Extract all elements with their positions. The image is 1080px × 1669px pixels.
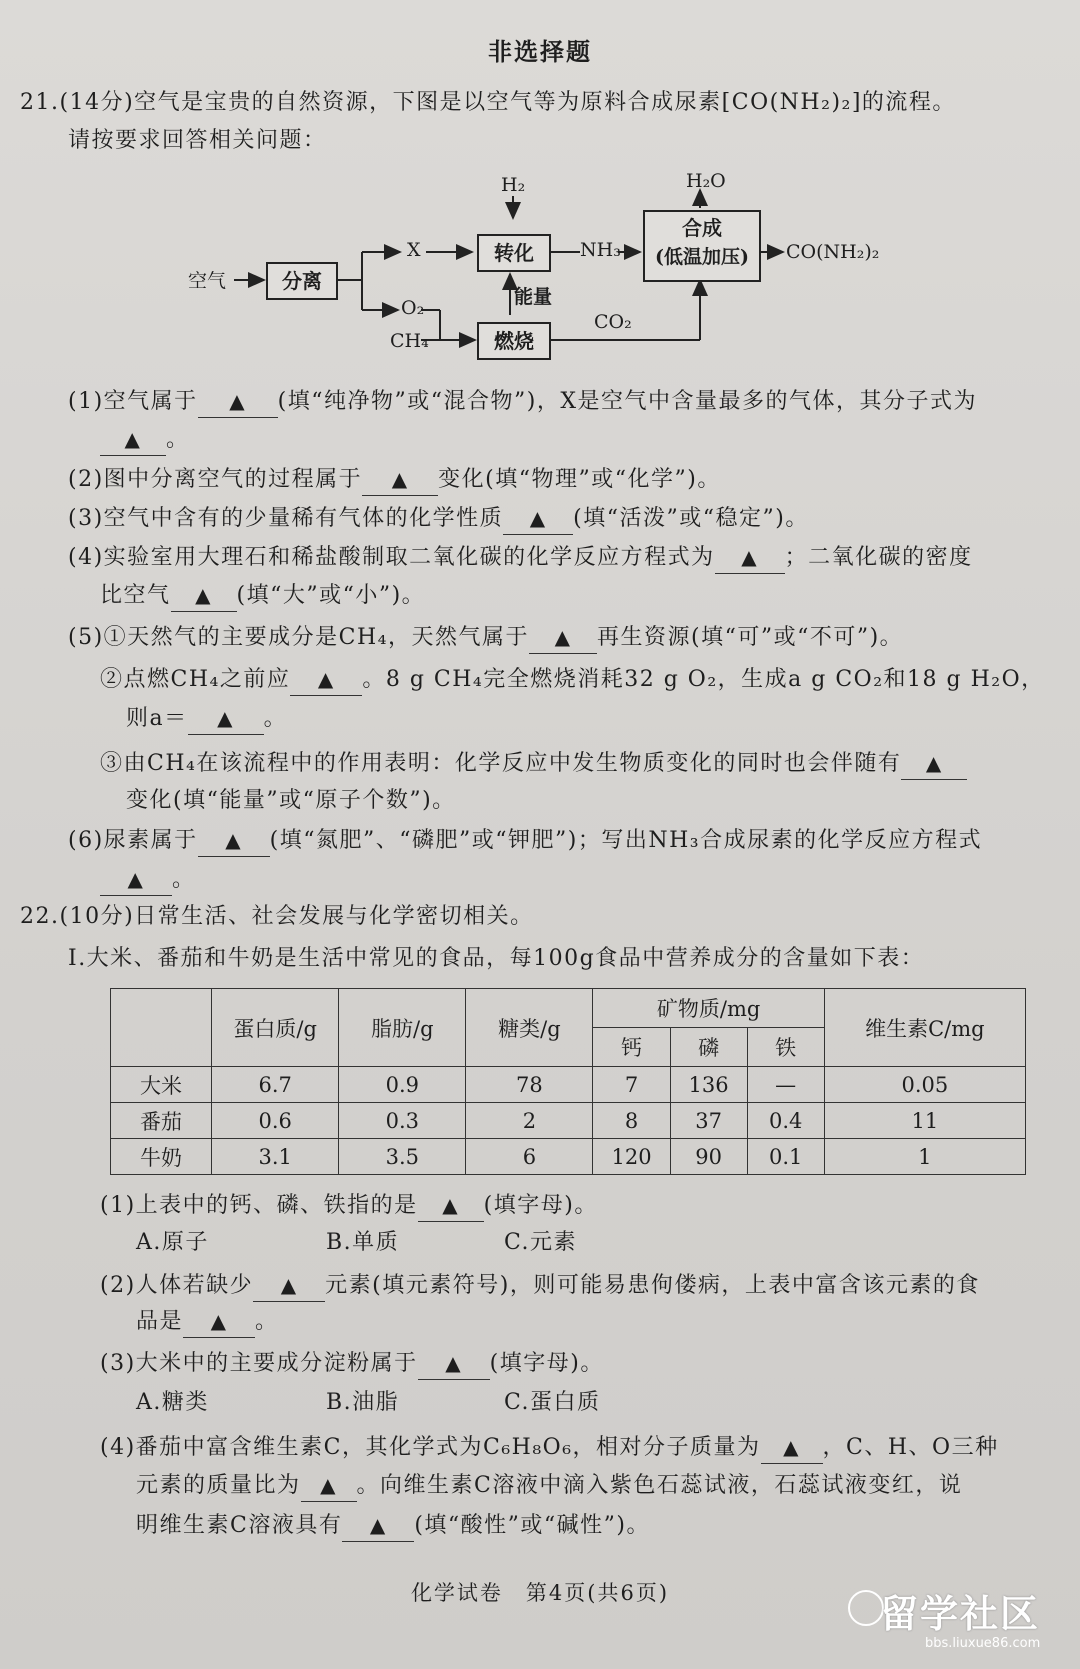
q21-5-text-f: 。 bbox=[263, 706, 288, 731]
answer-blank[interactable]: ▲ bbox=[301, 1470, 357, 1502]
cell-sugar: 6 bbox=[466, 1139, 593, 1175]
q22-4-text-c: 元素的质量比为 bbox=[136, 1473, 301, 1498]
table-row bbox=[111, 1067, 1026, 1103]
col-header-fat: 脂肪/g bbox=[339, 989, 466, 1067]
q22-2-line2 bbox=[136, 1306, 279, 1338]
q22-header: 22.(10分)日常生活、社会发展与化学密切相关。 bbox=[20, 904, 534, 929]
q22-4-text-e: 明维生素C溶液具有 bbox=[136, 1513, 343, 1538]
answer-blank[interactable]: ▲ bbox=[418, 1348, 490, 1380]
q21-2-text-a: (2)图中分离空气的过程属于 bbox=[68, 467, 363, 492]
answer-blank[interactable]: ▲ bbox=[715, 542, 785, 574]
col-header-sugar: 糖类/g bbox=[466, 989, 593, 1067]
option-c: C.元素 bbox=[504, 1230, 578, 1255]
q21-1-text-c: 。 bbox=[166, 427, 190, 452]
option-b: B.油脂 bbox=[326, 1390, 400, 1415]
q21-1-text-b: (填“纯净物”或“混合物”)，X是空气中含量最多的气体，其分子式为 bbox=[277, 389, 977, 414]
q21-4-text-c: 比空气 bbox=[100, 583, 171, 608]
diagram-conversion-box: 转化 bbox=[477, 234, 551, 272]
answer-blank[interactable]: ▲ bbox=[100, 424, 166, 456]
col-header-protein: 蛋白质/g bbox=[212, 989, 339, 1067]
diagram-co2: CO₂ bbox=[594, 311, 632, 333]
cell-sugar: 2 bbox=[466, 1103, 593, 1139]
q21-3-text-a: (3)空气中含有的少量稀有气体的化学性质 bbox=[68, 506, 504, 531]
option-a: A.原子 bbox=[136, 1230, 209, 1255]
q21-4-text-a: (4)实验室用大理石和稀盐酸制取二氧化碳的化学反应方程式为 bbox=[68, 545, 715, 570]
q21-5-text-a: (5)①天然气的主要成分是CH₄，天然气属于 bbox=[68, 625, 530, 650]
q21-header: 21.(14分)空气是宝贵的自然资源，下图是以空气等为原料合成尿素[CO(NH₂)₂]的流程。 bbox=[20, 90, 956, 115]
cell-calcium: 8 bbox=[593, 1103, 670, 1139]
diagram-synthesis-condition: (低温加压) bbox=[655, 246, 749, 268]
col-header-mineral: 矿物质/mg bbox=[593, 989, 824, 1028]
cell-phosphorus: 37 bbox=[670, 1103, 747, 1139]
answer-blank[interactable]: ▲ bbox=[901, 748, 967, 780]
cell-iron: — bbox=[747, 1067, 824, 1103]
diagram-nh3: NH₃ bbox=[580, 239, 621, 261]
q21-6-line1 bbox=[68, 825, 982, 857]
q21-5-text-b: 再生资源(填“可”或“不可”)。 bbox=[597, 625, 904, 650]
q22-1-text-b: (填字母)。 bbox=[483, 1193, 598, 1218]
q22-2-text-d: 。 bbox=[255, 1309, 279, 1334]
col-header-vitamin-c: 维生素C/mg bbox=[824, 989, 1025, 1067]
q21-1-text-a: (1)空气属于 bbox=[68, 389, 198, 414]
diagram-synthesis-box bbox=[643, 210, 761, 282]
q21-5-text-g: ③由CH₄在该流程中的作用表明：化学反应中发生物质变化的同时也会伴随有 bbox=[100, 751, 902, 776]
answer-blank[interactable]: ▲ bbox=[529, 622, 597, 654]
q21-6-line2 bbox=[100, 864, 196, 896]
diagram-energy: 能量 bbox=[514, 286, 553, 308]
q22-3 bbox=[100, 1348, 604, 1380]
nutrition-table bbox=[110, 988, 1026, 1175]
diagram-h2o: H₂O bbox=[686, 170, 726, 192]
option-a: A.糖类 bbox=[136, 1390, 209, 1415]
diagram-air: 空气 bbox=[188, 270, 227, 292]
answer-blank[interactable]: ▲ bbox=[198, 825, 270, 857]
page-footer: 化学试卷 第4页(共6页) bbox=[410, 1581, 670, 1605]
q22-1-text-a: (1)上表中的钙、磷、铁指的是 bbox=[100, 1193, 418, 1218]
diagram-x: X bbox=[407, 239, 421, 261]
q22-2-text-c: 品是 bbox=[136, 1309, 184, 1334]
col-header-iron: 铁 bbox=[747, 1028, 824, 1067]
q21-6-text-c: 。 bbox=[172, 867, 196, 892]
q22-4-text-b: ，C、H、O三种 bbox=[822, 1435, 999, 1460]
q21-5-line3 bbox=[126, 703, 287, 735]
answer-blank[interactable]: ▲ bbox=[171, 580, 237, 612]
q21-5-line4 bbox=[100, 748, 967, 780]
q22-4-text-f: (填“酸性”或“碱性”)。 bbox=[414, 1513, 650, 1538]
answer-blank[interactable]: ▲ bbox=[188, 703, 264, 735]
q21-1-line2 bbox=[100, 424, 190, 456]
q21-6-text-a: (6)尿素属于 bbox=[68, 828, 198, 853]
section-title: 非选择题 bbox=[488, 37, 592, 66]
option-c: C.蛋白质 bbox=[504, 1390, 601, 1415]
q21-4-text-d: (填“大”或“小”)。 bbox=[236, 583, 426, 608]
cell-protein: 6.7 bbox=[212, 1067, 339, 1103]
q22-4-text-d: 。向维生素C溶液中滴入紫色石蕊试液，石蕊试液变红，说 bbox=[356, 1473, 963, 1498]
q21-header-2: 请按要求回答相关问题： bbox=[68, 128, 327, 153]
q21-2 bbox=[68, 464, 721, 496]
table-row bbox=[111, 1103, 1026, 1139]
q22-3-text-a: (3)大米中的主要成分淀粉属于 bbox=[100, 1351, 418, 1376]
q21-2-text-b: 变化(填“物理”或“化学”)。 bbox=[438, 467, 721, 492]
row-name: 牛奶 bbox=[111, 1139, 212, 1175]
answer-blank[interactable]: ▲ bbox=[183, 1306, 255, 1338]
answer-blank[interactable]: ▲ bbox=[342, 1510, 414, 1542]
watermark-url: bbs.liuxue86.com bbox=[925, 1636, 1041, 1651]
q22-2-text-b: 元素(填元素符号)，则可能易患佝偻病，上表中富含该元素的食 bbox=[325, 1273, 980, 1298]
q21-5-line2 bbox=[100, 664, 1045, 696]
cell-protein: 0.6 bbox=[212, 1103, 339, 1139]
cell-vitamin-c: 1 bbox=[824, 1139, 1025, 1175]
diagram-o2: O₂ bbox=[401, 297, 425, 319]
q21-5-text-d: 。8 g CH₄完全燃烧消耗32 g O₂，生成a g CO₂和18 g H₂O， bbox=[362, 667, 1045, 692]
col-header-calcium: 钙 bbox=[593, 1028, 670, 1067]
q22-4-text-a: (4)番茄中富含维生素C，其化学式为C₆H₈O₆，相对分子质量为 bbox=[100, 1435, 761, 1460]
cell-sugar: 78 bbox=[466, 1067, 593, 1103]
q22-2-line1 bbox=[100, 1270, 980, 1302]
cell-phosphorus: 136 bbox=[670, 1067, 747, 1103]
q21-3 bbox=[68, 503, 809, 535]
cell-fat: 0.3 bbox=[339, 1103, 466, 1139]
diagram-h2: H₂ bbox=[501, 174, 526, 196]
q21-5-text-c: ②点燃CH₄之前应 bbox=[100, 667, 291, 692]
answer-blank[interactable]: ▲ bbox=[100, 864, 172, 896]
cell-iron: 0.1 bbox=[747, 1139, 824, 1175]
q21-5-text-e: 则a＝ bbox=[126, 706, 188, 731]
diagram-separation-box: 分离 bbox=[266, 262, 338, 300]
watermark-logo-icon bbox=[848, 1590, 884, 1626]
answer-blank[interactable]: ▲ bbox=[761, 1432, 823, 1464]
q21-4-line2 bbox=[100, 580, 425, 612]
diagram-product: CO(NH₂)₂ bbox=[786, 241, 880, 263]
answer-blank[interactable]: ▲ bbox=[290, 664, 362, 696]
q21-3-text-b: (填“活泼”或“稳定”)。 bbox=[573, 506, 809, 531]
option-b: B.单质 bbox=[326, 1230, 400, 1255]
q22-2-text-a: (2)人体若缺少 bbox=[100, 1273, 254, 1298]
cell-calcium: 120 bbox=[593, 1139, 670, 1175]
cell-fat: 3.5 bbox=[339, 1139, 466, 1175]
diagram-synthesis-label: 合成 bbox=[682, 216, 722, 240]
q21-5-line5: 变化(填“能量”或“原子个数”)。 bbox=[126, 788, 456, 813]
q22-4-line1 bbox=[100, 1432, 999, 1464]
answer-blank[interactable]: ▲ bbox=[418, 1190, 484, 1222]
cell-fat: 0.9 bbox=[339, 1067, 466, 1103]
cell-calcium: 7 bbox=[593, 1067, 670, 1103]
q22-4-line3 bbox=[136, 1510, 650, 1542]
q21-5-line1 bbox=[68, 622, 903, 654]
col-header-phosphorus: 磷 bbox=[670, 1028, 747, 1067]
answer-blank[interactable]: ▲ bbox=[362, 464, 438, 496]
q21-1-line1 bbox=[68, 386, 977, 418]
answer-blank[interactable]: ▲ bbox=[198, 386, 278, 418]
cell-protein: 3.1 bbox=[212, 1139, 339, 1175]
answer-blank[interactable]: ▲ bbox=[253, 1270, 325, 1302]
row-name: 番茄 bbox=[111, 1103, 212, 1139]
cell-phosphorus: 90 bbox=[670, 1139, 747, 1175]
q22-1 bbox=[100, 1190, 598, 1222]
row-name: 大米 bbox=[111, 1067, 212, 1103]
cell-iron: 0.4 bbox=[747, 1103, 824, 1139]
table-row bbox=[111, 1139, 1026, 1175]
q22-3-text-b: (填字母)。 bbox=[489, 1351, 604, 1376]
table-corner-cell bbox=[111, 989, 212, 1067]
q22-intro: Ⅰ.大米、番茄和牛奶是生活中常见的食品，每100g食品中营养成分的含量如下表： bbox=[68, 946, 925, 971]
q21-4-line1 bbox=[68, 542, 973, 574]
diagram-ch4: CH₄ bbox=[390, 330, 429, 352]
q22-4-line2 bbox=[136, 1470, 962, 1502]
q21-4-text-b: ；二氧化碳的密度 bbox=[784, 545, 973, 570]
cell-vitamin-c: 0.05 bbox=[824, 1067, 1025, 1103]
answer-blank[interactable]: ▲ bbox=[503, 503, 573, 535]
watermark-text: 留学社区 bbox=[880, 1592, 1041, 1636]
cell-vitamin-c: 11 bbox=[824, 1103, 1025, 1139]
q21-6-text-b: (填“氮肥”、“磷肥”或“钾肥”)；写出NH₃合成尿素的化学反应方程式 bbox=[269, 828, 983, 853]
diagram-combustion-box: 燃烧 bbox=[477, 322, 551, 360]
